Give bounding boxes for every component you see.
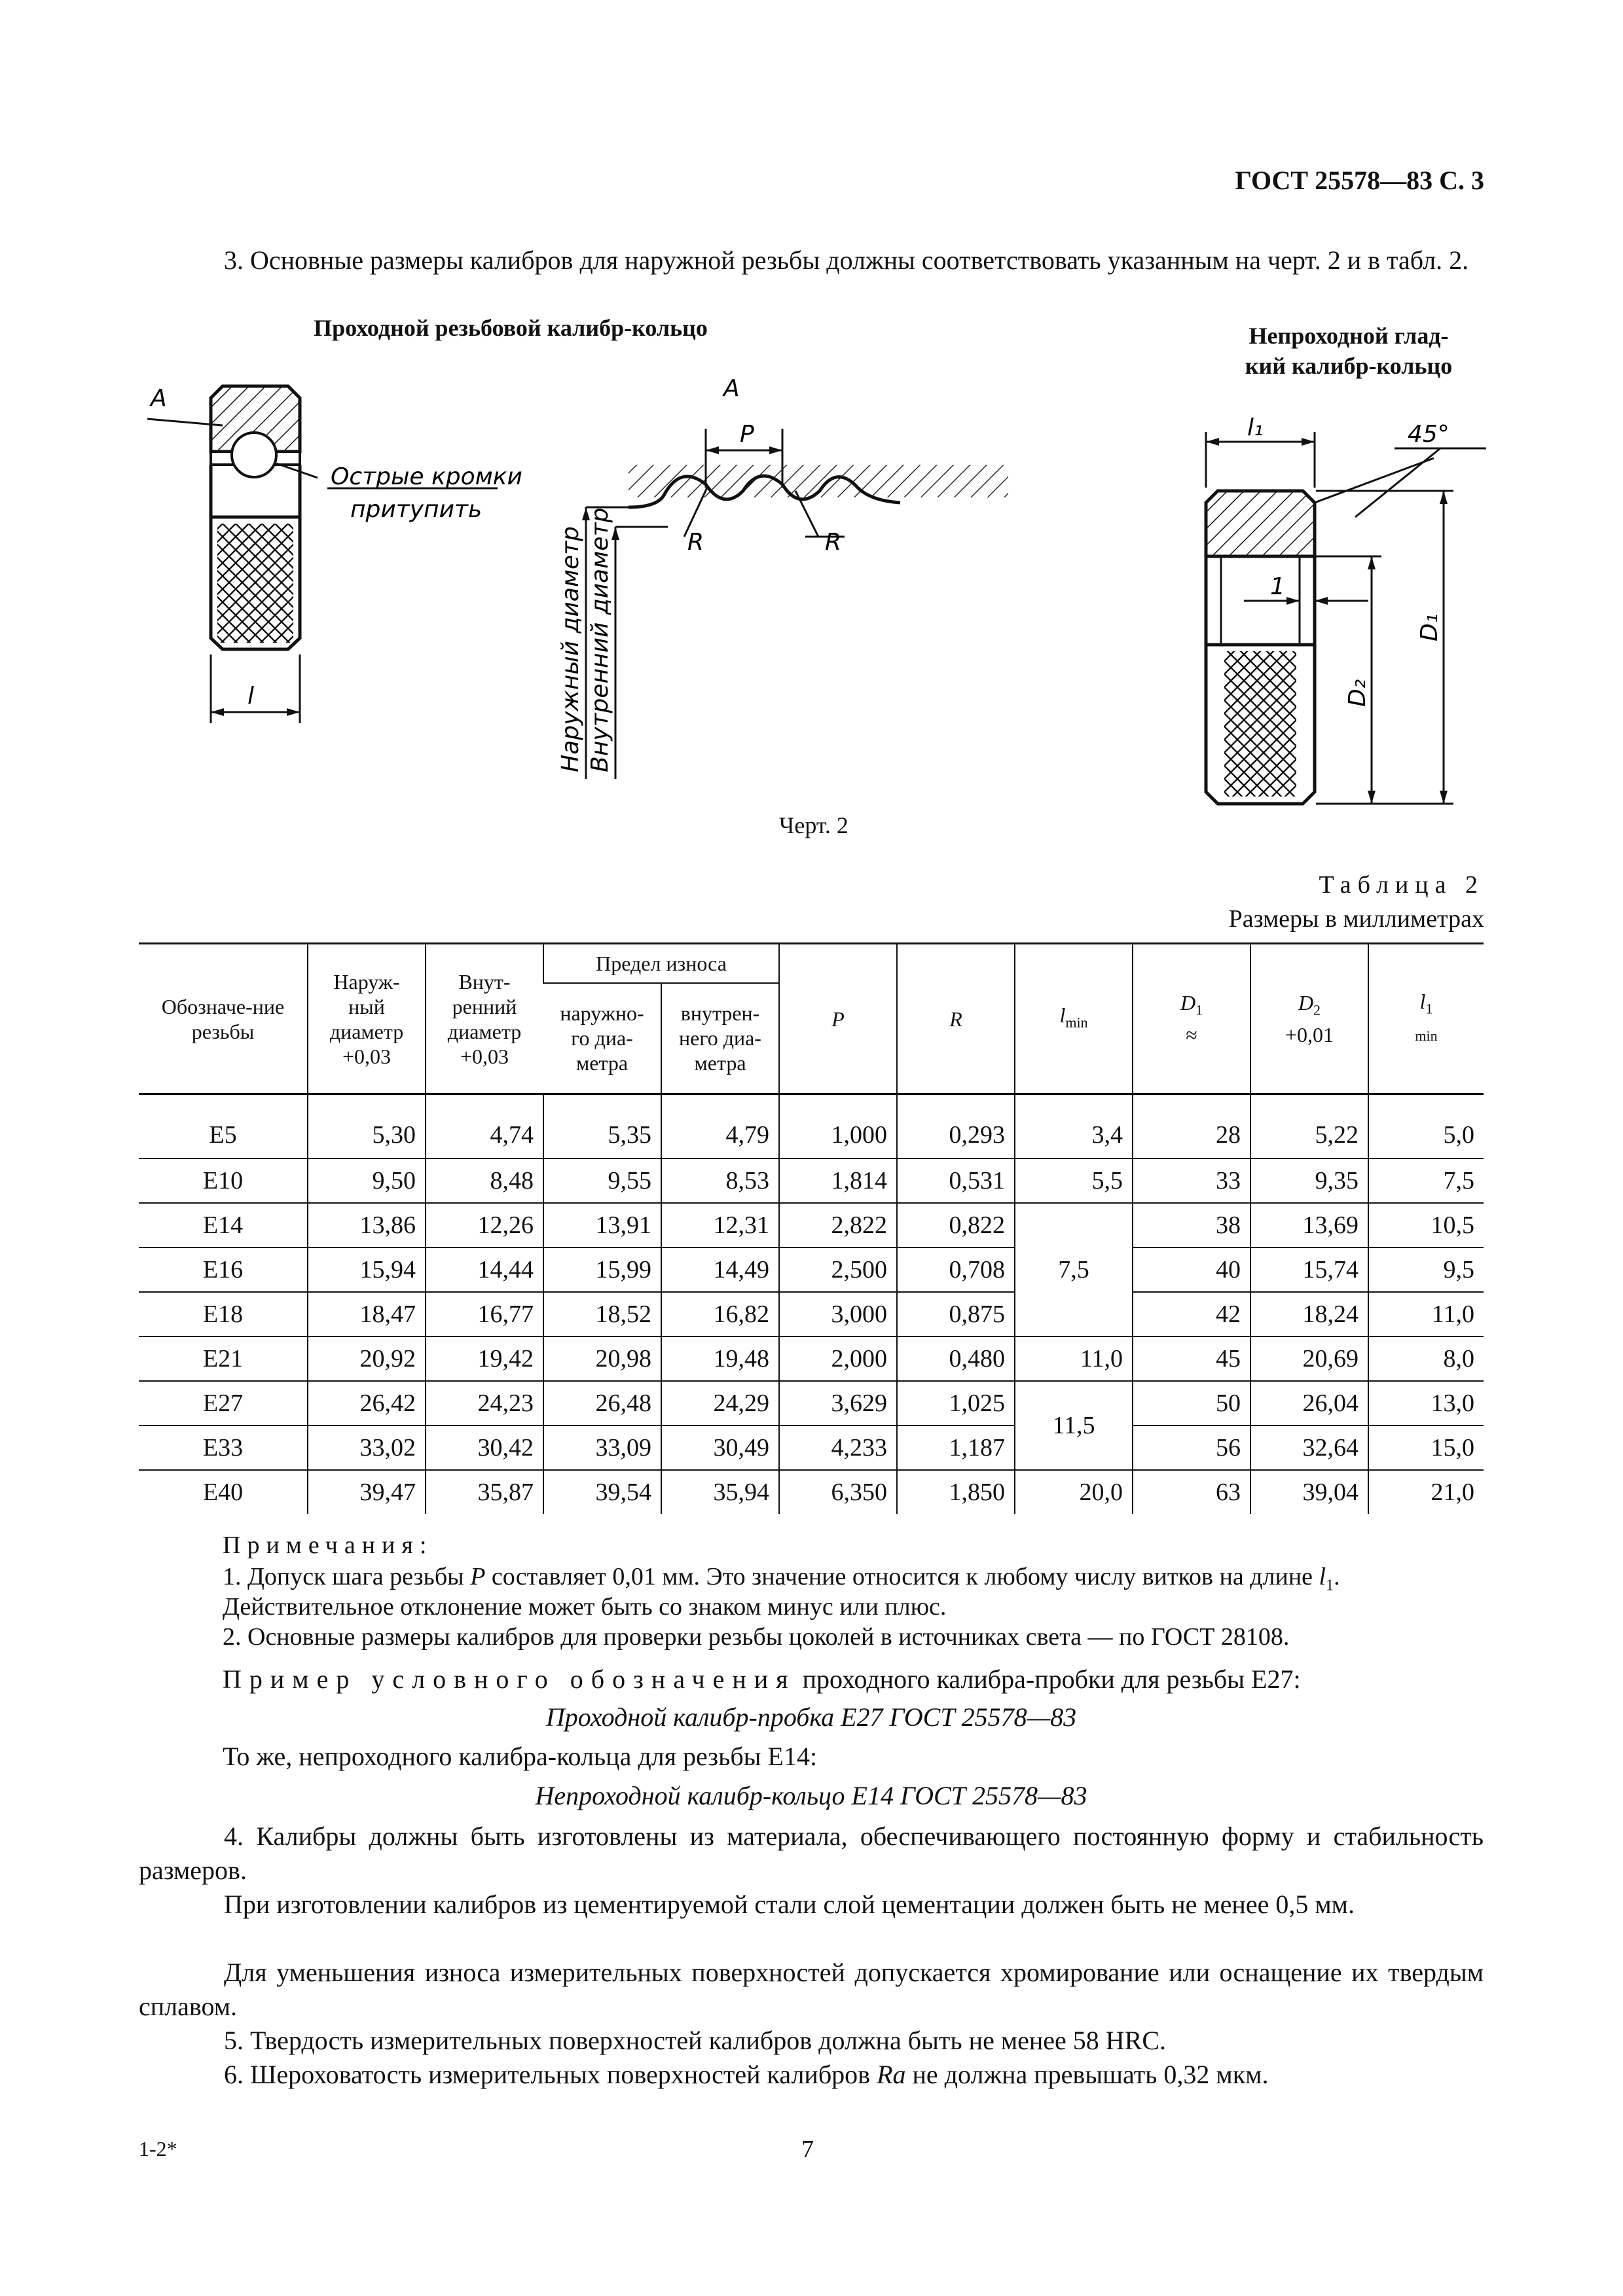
cell: 4,233 bbox=[779, 1426, 897, 1470]
cell: 8,53 bbox=[661, 1158, 779, 1203]
example-lead: Пример условного обозначения bbox=[223, 1664, 796, 1694]
intro-paragraph: 3. Основные размеры калибров для наружной резьбы должны соответствовать указанным на черт. 2 и в табл. 2. bbox=[224, 245, 1469, 275]
cell: 5,35 bbox=[543, 1094, 661, 1159]
cell: 10,5 bbox=[1368, 1203, 1484, 1247]
cell: 24,23 bbox=[426, 1381, 543, 1426]
figure-caption: Черт. 2 bbox=[779, 812, 848, 838]
label-p: P bbox=[740, 421, 754, 448]
th-d1-sub: 1 bbox=[1195, 1001, 1203, 1018]
paragraph-6-part-b: не должна превышать 0,32 мкм. bbox=[905, 2060, 1269, 2089]
cell: 26,04 bbox=[1250, 1381, 1368, 1426]
th-l1-min: min bbox=[1415, 1028, 1438, 1045]
th-r: R bbox=[897, 944, 1015, 1094]
cell: 11,0 bbox=[1368, 1292, 1484, 1336]
label-45-degrees: 45° bbox=[1408, 421, 1450, 448]
cell: 0,480 bbox=[897, 1336, 1015, 1381]
cell: 3,000 bbox=[779, 1292, 897, 1336]
cell: 5,0 bbox=[1368, 1094, 1484, 1159]
th-outer-diameter: Наруж-ный диаметр +0,03 bbox=[308, 944, 426, 1094]
cell: 0,822 bbox=[897, 1203, 1015, 1247]
cell: 14,44 bbox=[426, 1247, 543, 1292]
note-2: 2. Основные размеры калибров для проверки резьбы цоколей в источниках света — по ГОСТ 28108. bbox=[223, 1623, 1290, 1651]
paragraph-4c: Для уменьшения износа измерительных поверхностей допускается хромирование или оснащение их твердым сплавом. bbox=[139, 1958, 1484, 2021]
cell: E5 bbox=[209, 1121, 237, 1149]
cell: 20,0 bbox=[1015, 1470, 1133, 1514]
table-row bbox=[139, 1470, 1484, 1514]
example-2: Непроходной калибр-кольцо Е14 ГОСТ 25578—83 bbox=[535, 1781, 1087, 1810]
label-l: l bbox=[247, 683, 255, 709]
cell: 26,48 bbox=[543, 1381, 661, 1426]
cell: 39,47 bbox=[308, 1470, 426, 1514]
caption-nogo-line-1: Непроходной глад- bbox=[1249, 323, 1449, 349]
th-d2 bbox=[1250, 944, 1368, 1094]
cell: 15,74 bbox=[1250, 1247, 1368, 1292]
cell: 0,875 bbox=[897, 1292, 1015, 1336]
cell: 15,94 bbox=[308, 1247, 426, 1292]
cell: 50 bbox=[1133, 1381, 1250, 1426]
table-row bbox=[139, 1381, 1484, 1426]
table-units: Размеры в миллиметрах bbox=[1228, 905, 1484, 933]
cell: 26,42 bbox=[308, 1381, 426, 1426]
th-d2-d: D bbox=[1298, 990, 1314, 1014]
footer-left: 1-2* bbox=[139, 2137, 177, 2161]
cell: 35,87 bbox=[426, 1470, 543, 1514]
cell: 30,49 bbox=[661, 1426, 779, 1470]
table-row bbox=[139, 1158, 1484, 1203]
cell: 5,30 bbox=[308, 1094, 426, 1159]
cell: 4,74 bbox=[426, 1094, 543, 1159]
paragraph-4: 4. Калибры должны быть изготовлены из материала, обеспечивающего постоянную форму и стабильность размеров. bbox=[139, 1821, 1484, 1885]
example-line bbox=[223, 1662, 1484, 1696]
note-1-l: l bbox=[1319, 1563, 1326, 1590]
nogo-ring-section bbox=[1206, 432, 1486, 804]
label-d2: D₂ bbox=[1344, 679, 1371, 707]
th-d1 bbox=[1133, 944, 1250, 1094]
th-lmin-l: l bbox=[1059, 1003, 1066, 1027]
cell: 5,5 bbox=[1015, 1158, 1133, 1203]
label-l1: l₁ bbox=[1247, 414, 1264, 441]
cell: 13,91 bbox=[543, 1203, 661, 1247]
cell: 7,5 bbox=[1368, 1158, 1484, 1203]
table-row bbox=[139, 1336, 1484, 1381]
notes-title: Примечания: bbox=[223, 1532, 433, 1559]
cell: 13,69 bbox=[1250, 1203, 1368, 1247]
cell: 15,99 bbox=[543, 1247, 661, 1292]
th-d2-tol: +0,01 bbox=[1285, 1023, 1334, 1047]
page-header: ГОСТ 25578—83 С. 3 bbox=[1235, 166, 1484, 195]
note-blunt: притупить bbox=[350, 496, 483, 523]
example-same: То же, непроходного калибра-кольца для резьбы Е14: bbox=[223, 1742, 818, 1771]
cell: 21,0 bbox=[1368, 1470, 1484, 1514]
cell: 4,79 bbox=[661, 1094, 779, 1159]
cell: 12,26 bbox=[426, 1203, 543, 1247]
note-1-part-b: составляет 0,01 мм. Это значение относится к любому числу витков на длине bbox=[485, 1563, 1319, 1590]
drawing-2 bbox=[131, 353, 1493, 825]
cell: 0,293 bbox=[897, 1094, 1015, 1159]
th-lmin bbox=[1015, 944, 1133, 1094]
th-inner-diameter: Внут-ренний диаметр +0,03 bbox=[426, 944, 543, 1094]
cell: 2,000 bbox=[779, 1336, 897, 1381]
paragraph-4b: При изготовлении калибров из цементируемой стали слой цементации должен быть не менее 0,5 мм. bbox=[224, 1890, 1355, 1919]
label-a-detail: A bbox=[723, 375, 740, 402]
cell: 0,531 bbox=[897, 1158, 1015, 1203]
cell: 18,52 bbox=[543, 1292, 661, 1336]
cell: 13,86 bbox=[308, 1203, 426, 1247]
note-1-p: P bbox=[470, 1563, 486, 1590]
cell: 15,0 bbox=[1368, 1426, 1484, 1470]
cell: E10 bbox=[139, 1158, 308, 1203]
cell: 3,629 bbox=[779, 1381, 897, 1426]
cell: 13,0 bbox=[1368, 1381, 1484, 1426]
paragraph-5: 5. Твердость измерительных поверхностей калибров должна быть не менее 58 HRC. bbox=[224, 2026, 1167, 2055]
paragraph-6-part-a: 6. Шероховатость измерительных поверхностей калибров bbox=[224, 2060, 877, 2089]
table-row bbox=[139, 1203, 1484, 1247]
cell: 12,31 bbox=[661, 1203, 779, 1247]
example-rest: проходного калибра-пробки для резьбы Е27: bbox=[795, 1664, 1301, 1694]
cell: 42 bbox=[1133, 1292, 1250, 1336]
cell: 63 bbox=[1133, 1470, 1250, 1514]
cell: 9,55 bbox=[543, 1158, 661, 1203]
cell: 24,29 bbox=[661, 1381, 779, 1426]
cell: 18,24 bbox=[1250, 1292, 1368, 1336]
cell: E27 bbox=[139, 1381, 308, 1426]
cell: 9,5 bbox=[1368, 1247, 1484, 1292]
example-1: Проходной калибр-пробка Е27 ГОСТ 25578—83 bbox=[545, 1702, 1077, 1732]
cell-lmin-merged: 11,5 bbox=[1015, 1381, 1133, 1470]
cell: 9,35 bbox=[1250, 1158, 1368, 1203]
cell: 20,69 bbox=[1250, 1336, 1368, 1381]
label-a: A bbox=[151, 385, 167, 412]
note-sharp-edges: Острые кромки bbox=[331, 463, 522, 490]
cell: 39,04 bbox=[1250, 1470, 1368, 1514]
thread-profile-detail bbox=[582, 429, 1008, 779]
cell: 33,02 bbox=[308, 1426, 426, 1470]
cell: E18 bbox=[139, 1292, 308, 1336]
cell: 16,77 bbox=[426, 1292, 543, 1336]
cell: 1,814 bbox=[779, 1158, 897, 1203]
cell: 39,54 bbox=[543, 1470, 661, 1514]
note-1-sub: 1 bbox=[1326, 1577, 1334, 1594]
label-inner-diameter: Внутренний диаметр bbox=[587, 507, 613, 772]
cell: 5,22 bbox=[1250, 1094, 1368, 1159]
table-row bbox=[139, 1247, 1484, 1292]
cell: 9,50 bbox=[308, 1158, 426, 1203]
cell: 38 bbox=[1133, 1203, 1250, 1247]
cell: 20,98 bbox=[543, 1336, 661, 1381]
th-wear-limit: Предел износа bbox=[543, 944, 779, 983]
cell: 56 bbox=[1133, 1426, 1250, 1470]
cell: 35,94 bbox=[661, 1470, 779, 1514]
cell: E16 bbox=[139, 1247, 308, 1292]
label-r-right: R bbox=[825, 529, 842, 556]
caption-nogo-line-2: кий калибр-кольцо bbox=[1245, 353, 1453, 379]
th-wear-inner: внутрен-него диа-метра bbox=[661, 983, 779, 1094]
table-title: Таблица 2 bbox=[1319, 871, 1484, 899]
cell: 30,42 bbox=[426, 1426, 543, 1470]
th-d1-approx: ≈ bbox=[1186, 1023, 1197, 1047]
paragraph-6-ra: Ra bbox=[877, 2060, 906, 2089]
th-l1 bbox=[1368, 944, 1484, 1094]
th-d1-d: D bbox=[1180, 990, 1196, 1014]
th-designation: Обозначе-ние резьбы bbox=[139, 944, 308, 1094]
paragraph-6 bbox=[139, 2058, 1484, 2092]
cell: E40 bbox=[139, 1470, 308, 1514]
note-1-period: . bbox=[1334, 1563, 1340, 1590]
th-lmin-sub: min bbox=[1065, 1014, 1088, 1031]
cell: 40 bbox=[1133, 1247, 1250, 1292]
label-d1: D₁ bbox=[1416, 613, 1443, 641]
cell: 2,500 bbox=[779, 1247, 897, 1292]
th-l1-l: l bbox=[1419, 989, 1426, 1013]
label-r-left: R bbox=[687, 529, 704, 556]
table-row bbox=[139, 1426, 1484, 1470]
cell: 28 bbox=[1133, 1094, 1250, 1159]
cell: 33,09 bbox=[543, 1426, 661, 1470]
page-number: 7 bbox=[801, 2136, 814, 2163]
table-row bbox=[139, 1292, 1484, 1336]
th-wear-outer: наружно-го диа-метра bbox=[543, 983, 661, 1094]
go-ring-section bbox=[147, 386, 318, 723]
table-2 bbox=[139, 942, 1484, 1514]
cell: 32,64 bbox=[1250, 1426, 1368, 1470]
cell: 18,47 bbox=[308, 1292, 426, 1336]
cell: 1,187 bbox=[897, 1426, 1015, 1470]
cell: 2,822 bbox=[779, 1203, 897, 1247]
label-outer-diameter: Наружный диаметр bbox=[557, 526, 584, 772]
cell: 1,025 bbox=[897, 1381, 1015, 1426]
cell-lmin-merged: 7,5 bbox=[1015, 1203, 1133, 1336]
cell: E14 bbox=[139, 1203, 308, 1247]
notes-block bbox=[223, 1530, 1484, 1560]
cell: E21 bbox=[139, 1336, 308, 1381]
cell: 1,850 bbox=[897, 1470, 1015, 1514]
cell: 45 bbox=[1133, 1336, 1250, 1381]
th-p: P bbox=[779, 944, 897, 1094]
label-one: 1 bbox=[1270, 573, 1285, 600]
table-row bbox=[139, 1094, 1484, 1159]
cell: 20,92 bbox=[308, 1336, 426, 1381]
cell: 11,0 bbox=[1015, 1336, 1133, 1381]
cell: 0,708 bbox=[897, 1247, 1015, 1292]
cell: E33 bbox=[139, 1426, 308, 1470]
cell: 8,48 bbox=[426, 1158, 543, 1203]
cell: 3,4 bbox=[1015, 1094, 1133, 1159]
cell: 19,48 bbox=[661, 1336, 779, 1381]
cell: 33 bbox=[1133, 1158, 1250, 1203]
cell: 19,42 bbox=[426, 1336, 543, 1381]
cell: 8,0 bbox=[1368, 1336, 1484, 1381]
cell: 6,350 bbox=[779, 1470, 897, 1514]
th-l1-sub: 1 bbox=[1425, 1000, 1433, 1017]
cell: 16,82 bbox=[661, 1292, 779, 1336]
caption-go-ring: Проходной резьбовой калибр-кольцо bbox=[314, 315, 708, 341]
cell: 14,49 bbox=[661, 1247, 779, 1292]
th-d2-sub: 2 bbox=[1313, 1001, 1321, 1018]
cell: 1,000 bbox=[779, 1094, 897, 1159]
note-1-continued: Действительное отклонение может быть со знаком минус или плюс. bbox=[223, 1593, 947, 1621]
note-1-part-a: 1. Допуск шага резьбы bbox=[223, 1563, 471, 1590]
